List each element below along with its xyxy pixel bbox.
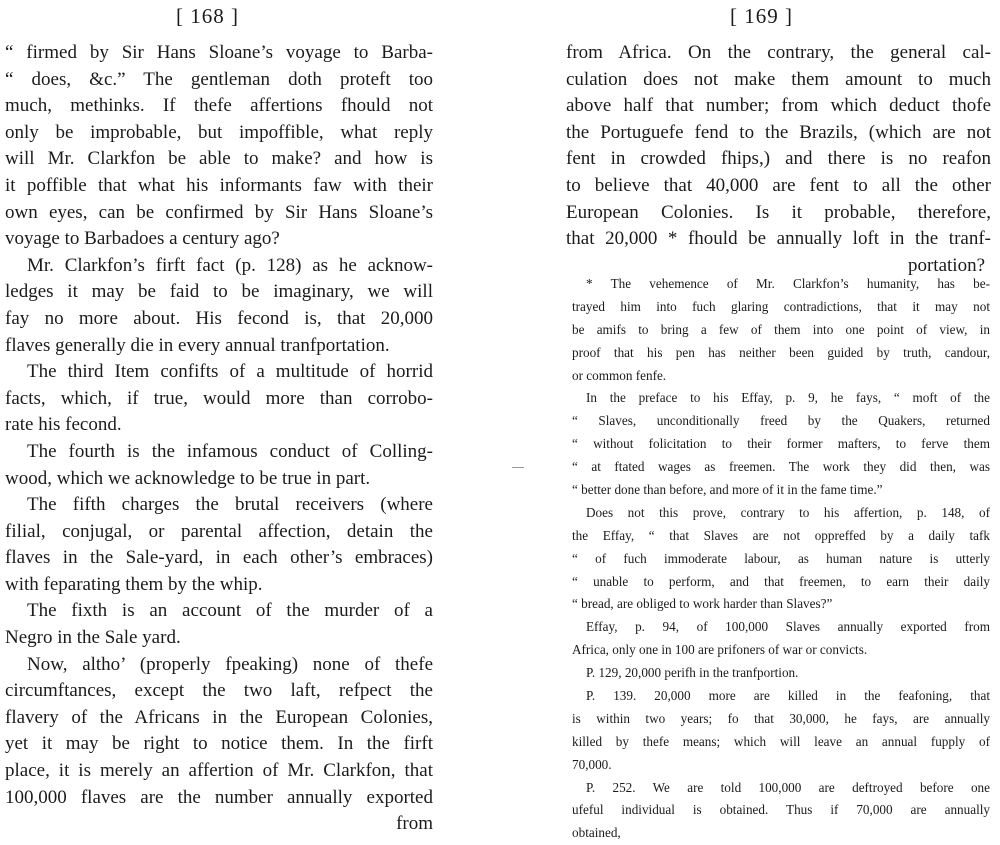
text-line: fent in crowded fhips,) and there is no reafon <box>566 148 991 170</box>
text-line: culation does not make them amount to much <box>566 68 991 90</box>
text-line: from <box>396 813 433 835</box>
text-line: circumftances, except the two laft, refpect the <box>5 680 433 702</box>
text-line: Mr. Clarkfon’s firft fact (p. 128) as he acknow- <box>27 254 433 276</box>
text-line: The fifth charges the brutal receivers (where <box>27 494 433 516</box>
text-line: flaves generally die in every annual tranfportation. <box>5 334 390 356</box>
footnote-line: P. 139. 20,000 more are killed in the feafoning, that <box>586 688 990 704</box>
page-number: [ 169 ] <box>730 4 793 28</box>
footnote <box>572 273 990 845</box>
footnote-line: trayed him into fuch glaring contradictions, that it may not <box>572 298 990 314</box>
left-page <box>0 0 440 835</box>
text-line: Now, altho’ (properly fpeaking) none of thefe <box>27 653 433 675</box>
gutter-mark <box>512 467 524 468</box>
footnote-line: “ of fuch immoderate labour, as human nature is utterly <box>572 550 990 566</box>
text-line: voyage to Barbadoes a century ago? <box>5 228 280 250</box>
footnote-line: “ better done than before, and more of it in the fame time.” <box>572 482 883 498</box>
text-line: filial, conjugal, or parental affection, detain the <box>5 520 433 542</box>
footnote-line: “ at ftated wages as freemen. The work they did then, was <box>572 459 990 475</box>
footnote-line: ufeful individual is obtained. Thus if 70,000 are annually <box>572 802 990 818</box>
footnote-line: obtained, <box>572 825 621 841</box>
text-line: with feparating them by the whip. <box>5 573 263 595</box>
text-line: it poffible that what his informants faw with their <box>5 174 433 196</box>
footnote-line: “ without folicitation to their former mafters, to ferve them <box>572 436 990 452</box>
text-line: The fixth is an account of the murder of a <box>27 600 433 622</box>
footnote-line: killed by thefe means; which will leave an annual fupply of <box>572 733 990 749</box>
footnote-line: P. 129, 20,000 perifh in the tranfportion. <box>586 665 799 681</box>
text-line: “ does, &c.” The gentleman doth proteft too <box>5 68 433 90</box>
text-line: above half that number; from which deduct thofe <box>566 95 991 117</box>
text-line: wood, which we acknowledge to be true in part. <box>5 467 371 489</box>
text-line: The fourth is the infamous conduct of Colling- <box>27 440 433 462</box>
text-line: much, methinks. If thefe affertions fhould not <box>5 95 433 117</box>
footnote-line: * The vehemence of Mr. Clarkfon’s humanity, has be- <box>586 276 990 291</box>
text-line: fay no more about. His fecond is, that 20,000 <box>5 307 433 329</box>
footnote-line: 70,000. <box>572 756 612 772</box>
footnote-line: “ bread, are obliged to work harder than Slaves?” <box>572 596 833 612</box>
text-line: The third Item confifts of a multitude of horrid <box>27 361 433 383</box>
footnote-line: is within two years; fo that 30,000, he fays, are annually <box>572 710 990 726</box>
text-line: own eyes, can be confirmed by Sir Hans Sloane’s <box>5 201 433 223</box>
footnote-line: the Effay, “ that Slaves are not oppreffed by a daily tafk <box>572 527 990 543</box>
footnote-line: proof that his pen has neither been guided by truth, candour, <box>572 344 990 360</box>
main-text <box>5 40 433 838</box>
text-line: portation? <box>907 254 985 276</box>
right-page <box>560 0 996 841</box>
footnote-line: “ unable to perform, and that freemen, to earn their daily <box>572 573 990 589</box>
text-line: facts, which, if true, would more than corrobo- <box>5 387 433 409</box>
text-line: European Colonies. Is it probable, therefore, <box>566 201 991 223</box>
text-line: 100,000 flaves are the number annually exported <box>5 786 433 808</box>
text-line: flavery of the Africans in the European Colonies, <box>5 706 433 728</box>
text-line: Negro in the Sale yard. <box>5 627 181 649</box>
text-line: only be improbable, but impoffible, what reply <box>5 121 433 143</box>
footnote-line: Does not this prove, contrary to his affertion, p. 148, of <box>586 504 990 520</box>
text-line: will Mr. Clarkfon be able to make? and how is <box>5 148 433 170</box>
main-text <box>566 40 991 279</box>
text-line: from Africa. On the contrary, the general cal- <box>566 42 991 63</box>
footnote-line: “ Slaves, unconditionally freed by the Quakers, returned <box>572 413 990 429</box>
text-line: place, it is merely an affertion of Mr. Clarkfon, that <box>5 760 433 782</box>
text-line: “ firmed by Sir Hans Sloane’s voyage to Barba- <box>5 42 433 63</box>
footnote-line: be amifs to bring a few of them into one point of view, in <box>572 321 990 337</box>
footnote-line: Africa, only one in 100 are prifoners of war or convicts. <box>572 642 868 658</box>
footnote-line: P. 252. We are told 100,000 are deftroyed before one <box>586 779 990 795</box>
text-line: to believe that 40,000 are fent to all the other <box>566 174 991 196</box>
page-number: [ 168 ] <box>176 4 239 28</box>
text-line: flaves in the Sale-yard, in each other’s embraces) <box>5 547 433 569</box>
footnote-line: or common fenfe. <box>572 367 667 383</box>
text-line: the Portuguefe fend to the Brazils, (which are not <box>566 121 991 143</box>
text-line: that 20,000 * fhould be annually loft in the tranf- <box>566 228 991 250</box>
text-line: ledges it may be faid to be imaginary, we will <box>5 281 433 303</box>
text-line: rate his fecond. <box>5 414 122 436</box>
footnote-line: Effay, p. 94, of 100,000 Slaves annually exported from <box>586 619 990 635</box>
text-line: yet it may be right to notice them. In the firft <box>5 733 433 755</box>
footnote-line: In the preface to his Effay, p. 9, he fays, “ moft of the <box>586 390 990 406</box>
